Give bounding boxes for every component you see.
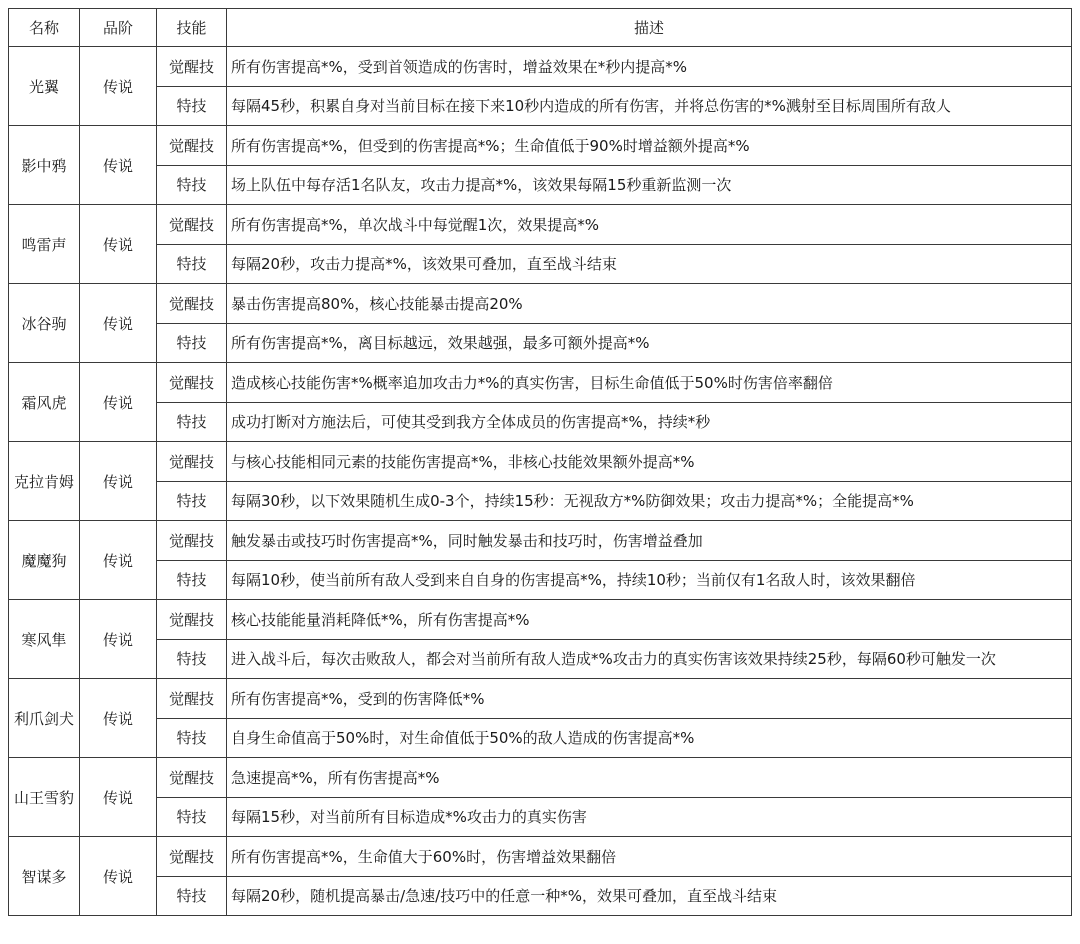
header-name: 名称 — [9, 9, 80, 47]
skill-description-cell: 所有伤害提高*%，受到的伤害降低*% — [227, 679, 1072, 719]
grade-cell: 传说 — [80, 205, 157, 284]
table-row — [9, 126, 1072, 166]
skill-type-cell: 觉醒技 — [157, 442, 227, 482]
skill-description-cell: 每隔20秒，随机提高暴击/急速/技巧中的任意一种*%，效果可叠加，直至战斗结束 — [227, 876, 1072, 916]
table-header-row — [9, 9, 1072, 47]
skill-type-cell: 觉醒技 — [157, 600, 227, 640]
pet-name-cell: 影中鸦 — [9, 126, 80, 205]
skill-description-cell: 所有伤害提高*%，单次战斗中每觉醒1次，效果提高*% — [227, 205, 1072, 245]
skill-description-cell: 每隔45秒，积累自身对当前目标在接下来10秒内造成的所有伤害，并将总伤害的*%溅射至目标周围所有敌人 — [227, 86, 1072, 126]
skill-description-cell: 成功打断对方施法后，可使其受到我方全体成员的伤害提高*%，持续*秒 — [227, 402, 1072, 442]
skill-type-cell: 觉醒技 — [157, 521, 227, 561]
skill-type-cell: 觉醒技 — [157, 837, 227, 877]
header-description: 描述 — [227, 9, 1072, 47]
skill-description-cell: 每隔30秒，以下效果随机生成0-3个，持续15秒：无视敌方*%防御效果；攻击力提高*%；全能提高*% — [227, 481, 1072, 521]
table-row — [9, 600, 1072, 640]
table-row — [9, 797, 1072, 837]
grade-cell: 传说 — [80, 679, 157, 758]
pet-name-cell: 冰谷驹 — [9, 284, 80, 363]
table-row — [9, 837, 1072, 877]
skill-type-cell: 特技 — [157, 165, 227, 205]
skill-type-cell: 特技 — [157, 560, 227, 600]
pet-name-cell: 魔魔狗 — [9, 521, 80, 600]
table-row — [9, 560, 1072, 600]
table-row — [9, 323, 1072, 363]
grade-cell: 传说 — [80, 284, 157, 363]
table-row — [9, 442, 1072, 482]
pet-skill-table — [8, 8, 1072, 916]
table-row — [9, 481, 1072, 521]
skill-description-cell: 所有伤害提高*%，但受到的伤害提高*%；生命值低于90%时增益额外提高*% — [227, 126, 1072, 166]
skill-type-cell: 觉醒技 — [157, 679, 227, 719]
skill-type-cell: 觉醒技 — [157, 205, 227, 245]
skill-type-cell: 觉醒技 — [157, 758, 227, 798]
skill-description-cell: 场上队伍中每存活1名队友，攻击力提高*%，该效果每隔15秒重新监测一次 — [227, 165, 1072, 205]
skill-description-cell: 核心技能能量消耗降低*%，所有伤害提高*% — [227, 600, 1072, 640]
skill-description-cell: 自身生命值高于50%时，对生命值低于50%的敌人造成的伤害提高*% — [227, 718, 1072, 758]
skill-description-cell: 急速提高*%，所有伤害提高*% — [227, 758, 1072, 798]
table-row — [9, 165, 1072, 205]
skill-description-cell: 每隔20秒，攻击力提高*%，该效果可叠加，直至战斗结束 — [227, 244, 1072, 284]
skill-type-cell: 觉醒技 — [157, 363, 227, 403]
skill-description-cell: 造成核心技能伤害*%概率追加攻击力*%的真实伤害，目标生命值低于50%时伤害倍率翻倍 — [227, 363, 1072, 403]
table-row — [9, 639, 1072, 679]
skill-description-cell: 所有伤害提高*%，生命值大于60%时，伤害增益效果翻倍 — [227, 837, 1072, 877]
skill-type-cell: 觉醒技 — [157, 47, 227, 87]
pet-name-cell: 利爪剑犬 — [9, 679, 80, 758]
table-row — [9, 758, 1072, 798]
table-row — [9, 284, 1072, 324]
table-row — [9, 679, 1072, 719]
skill-type-cell: 特技 — [157, 797, 227, 837]
table-row — [9, 47, 1072, 87]
skill-type-cell: 特技 — [157, 86, 227, 126]
grade-cell: 传说 — [80, 363, 157, 442]
header-grade: 品阶 — [80, 9, 157, 47]
pet-name-cell: 克拉肯姆 — [9, 442, 80, 521]
skill-description-cell: 每隔15秒，对当前所有目标造成*%攻击力的真实伤害 — [227, 797, 1072, 837]
skill-type-cell: 觉醒技 — [157, 284, 227, 324]
skill-type-cell: 特技 — [157, 481, 227, 521]
table-row — [9, 86, 1072, 126]
skill-description-cell: 每隔10秒，使当前所有敌人受到来自自身的伤害提高*%，持续10秒；当前仅有1名敌人时，该效果翻倍 — [227, 560, 1072, 600]
grade-cell: 传说 — [80, 126, 157, 205]
skill-description-cell: 进入战斗后，每次击败敌人，都会对当前所有敌人造成*%攻击力的真实伤害该效果持续25秒，每隔60秒可触发一次 — [227, 639, 1072, 679]
table-row — [9, 521, 1072, 561]
skill-description-cell: 触发暴击或技巧时伤害提高*%，同时触发暴击和技巧时，伤害增益叠加 — [227, 521, 1072, 561]
pet-name-cell: 光翼 — [9, 47, 80, 126]
table-body — [9, 47, 1072, 916]
table-row — [9, 244, 1072, 284]
skill-type-cell: 特技 — [157, 323, 227, 363]
grade-cell: 传说 — [80, 521, 157, 600]
header-skill: 技能 — [157, 9, 227, 47]
skill-type-cell: 特技 — [157, 639, 227, 679]
skill-description-cell: 与核心技能相同元素的技能伤害提高*%，非核心技能效果额外提高*% — [227, 442, 1072, 482]
table-row — [9, 402, 1072, 442]
table-row — [9, 363, 1072, 403]
pet-name-cell: 山王雪豹 — [9, 758, 80, 837]
table-row — [9, 205, 1072, 245]
skill-type-cell: 特技 — [157, 244, 227, 284]
skill-description-cell: 所有伤害提高*%，受到首领造成的伤害时，增益效果在*秒内提高*% — [227, 47, 1072, 87]
pet-name-cell: 鸣雷声 — [9, 205, 80, 284]
skill-description-cell: 所有伤害提高*%，离目标越远，效果越强，最多可额外提高*% — [227, 323, 1072, 363]
grade-cell: 传说 — [80, 758, 157, 837]
grade-cell: 传说 — [80, 47, 157, 126]
skill-type-cell: 觉醒技 — [157, 126, 227, 166]
skill-type-cell: 特技 — [157, 876, 227, 916]
grade-cell: 传说 — [80, 837, 157, 916]
grade-cell: 传说 — [80, 600, 157, 679]
pet-name-cell: 霜风虎 — [9, 363, 80, 442]
pet-name-cell: 寒风隼 — [9, 600, 80, 679]
skill-type-cell: 特技 — [157, 402, 227, 442]
skill-type-cell: 特技 — [157, 718, 227, 758]
table-row — [9, 876, 1072, 916]
table-row — [9, 718, 1072, 758]
skill-description-cell: 暴击伤害提高80%，核心技能暴击提高20% — [227, 284, 1072, 324]
pet-name-cell: 智谋多 — [9, 837, 80, 916]
grade-cell: 传说 — [80, 442, 157, 521]
